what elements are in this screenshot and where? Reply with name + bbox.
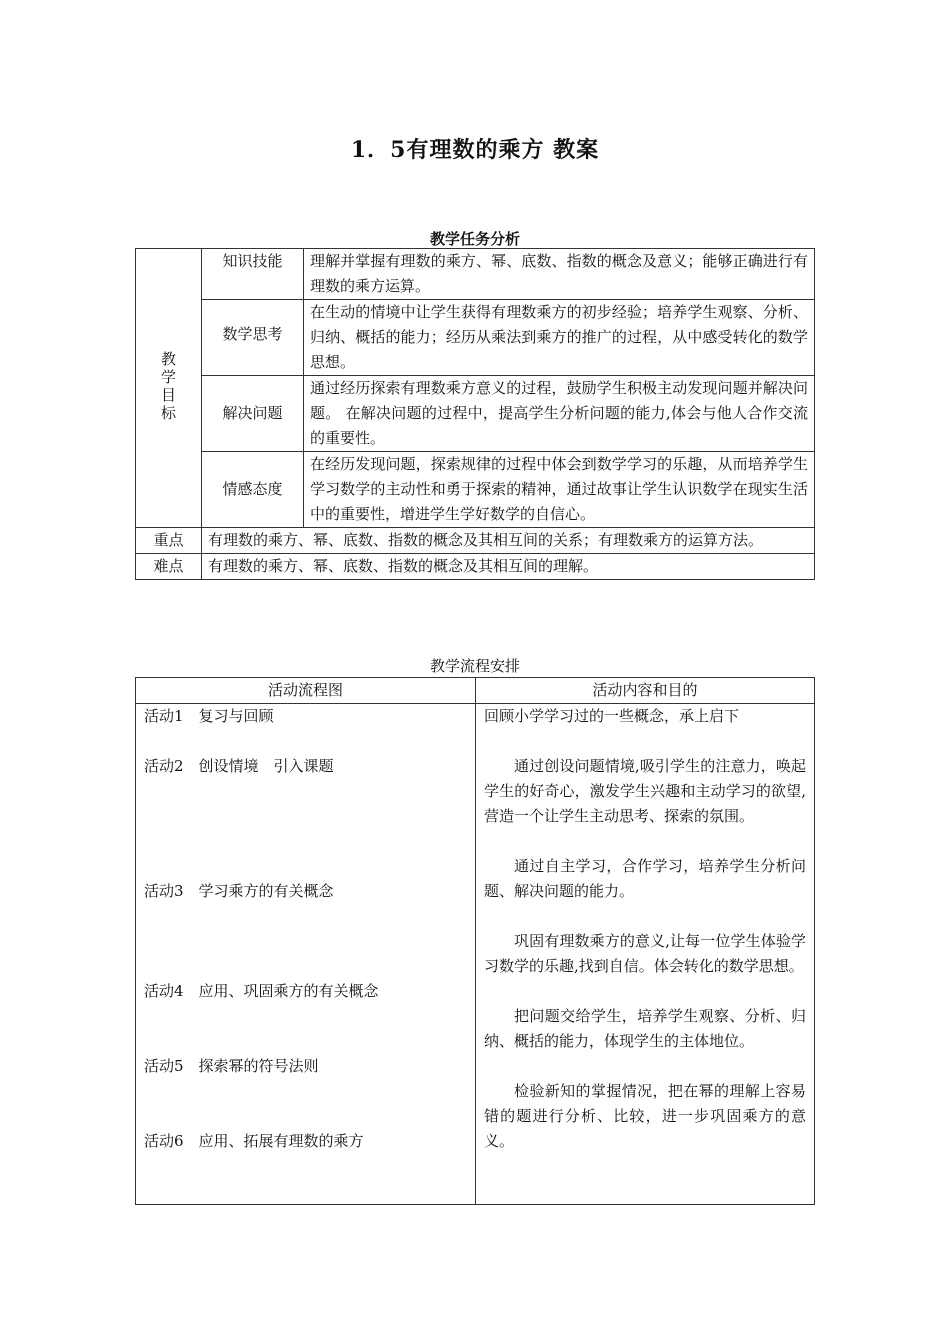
goal-text: 在生动的情境中让学生获得有理数乘方的初步经验；培养学生观察、分析、归纳、概括的能力；经历从乘法到乘方的推广的过程，从中感受转化的数学思想。 <box>304 300 815 376</box>
difficulty-label: 难点 <box>136 554 202 580</box>
activity-desc: 检验新知的掌握情况，把在幂的理解上容易错的题进行分析、比较，进一步巩固乘方的意义。 <box>484 1082 806 1150</box>
activity-label: 活动2 创设情境 引入课题 <box>144 757 334 775</box>
flow-left-column <box>136 704 476 1205</box>
goal-label: 教学目标 <box>160 350 176 422</box>
difficulty-text: 有理数的乘方、幂、底数、指数的概念及其相互间的理解。 <box>202 554 815 580</box>
flow-right-column <box>476 704 815 1205</box>
activity-desc: 巩固有理数乘方的意义,让每一位学生体验学习数学的乐趣,找到自信。体会转化的数学思想。 <box>484 932 806 975</box>
flow-header-right: 活动内容和目的 <box>476 678 815 704</box>
goal-text: 理解并掌握有理数的乘方、幂、底数、指数的概念及意义；能够正确进行有理数的乘方运算。 <box>304 249 815 300</box>
task-analysis-table <box>135 248 815 580</box>
goal-row <box>136 249 815 300</box>
activity-label: 活动6 应用、拓展有理数的乘方 <box>144 1132 364 1150</box>
key-point-text: 有理数的乘方、幂、底数、指数的概念及其相互间的关系；有理数乘方的运算方法。 <box>202 528 815 554</box>
activity-desc: 把问题交给学生，培养学生观察、分析、归纳、概括的能力，体现学生的主体地位。 <box>484 1007 806 1050</box>
task-analysis-caption: 教学任务分析 <box>429 230 520 248</box>
key-point-label: 重点 <box>136 528 202 554</box>
activity-desc: 通过创设问题情境,吸引学生的注意力，唤起学生的好奇心，激发学生兴趣和主动学习的欲望,营造一个让学生主动思考、探索的氛围。 <box>484 757 806 825</box>
goal-row <box>136 300 815 376</box>
activity-label: 活动5 探索幂的符号法则 <box>144 1057 319 1075</box>
goal-text: 在经历发现问题，探索规律的过程中体会到数学学习的乐趣，从而培养学生学习数学的主动性和勇于探索的精神，通过故事让学生认识数学在现实生活中的重要性，增进学生学好数学的自信心。 <box>304 452 815 528</box>
goal-row <box>136 376 815 452</box>
activity-desc: 通过自主学习，合作学习，培养学生分析问题、解决问题的能力。 <box>484 857 806 900</box>
flow-table <box>135 677 815 1205</box>
activity-label: 活动1 复习与回顾 <box>144 707 274 725</box>
key-point-row <box>136 528 815 554</box>
goal-name: 解决问题 <box>202 376 304 452</box>
page-title: 1．5有理数的乘方 教案 <box>350 137 600 163</box>
activity-label: 活动3 学习乘方的有关概念 <box>144 882 334 900</box>
goal-name: 知识技能 <box>202 249 304 300</box>
activity-desc: 回顾小学学习过的一些概念，承上启下 <box>484 707 740 725</box>
goal-label-cell <box>136 249 202 528</box>
flow-body-row <box>136 704 815 1205</box>
activity-label: 活动4 应用、巩固乘方的有关概念 <box>144 982 379 1000</box>
flow-caption: 教学流程安排 <box>429 657 520 675</box>
goal-text: 通过经历探索有理数乘方意义的过程，鼓励学生积极主动发现问题并解决问题。 在解决问题的过程中，提高学生分析问题的能力,体会与他人合作交流的重要性。 <box>304 376 815 452</box>
flow-header-row <box>136 678 815 704</box>
goal-row <box>136 452 815 528</box>
goal-name: 情感态度 <box>202 452 304 528</box>
flow-header-left: 活动流程图 <box>136 678 476 704</box>
difficulty-row <box>136 554 815 580</box>
goal-name: 数学思考 <box>202 300 304 376</box>
